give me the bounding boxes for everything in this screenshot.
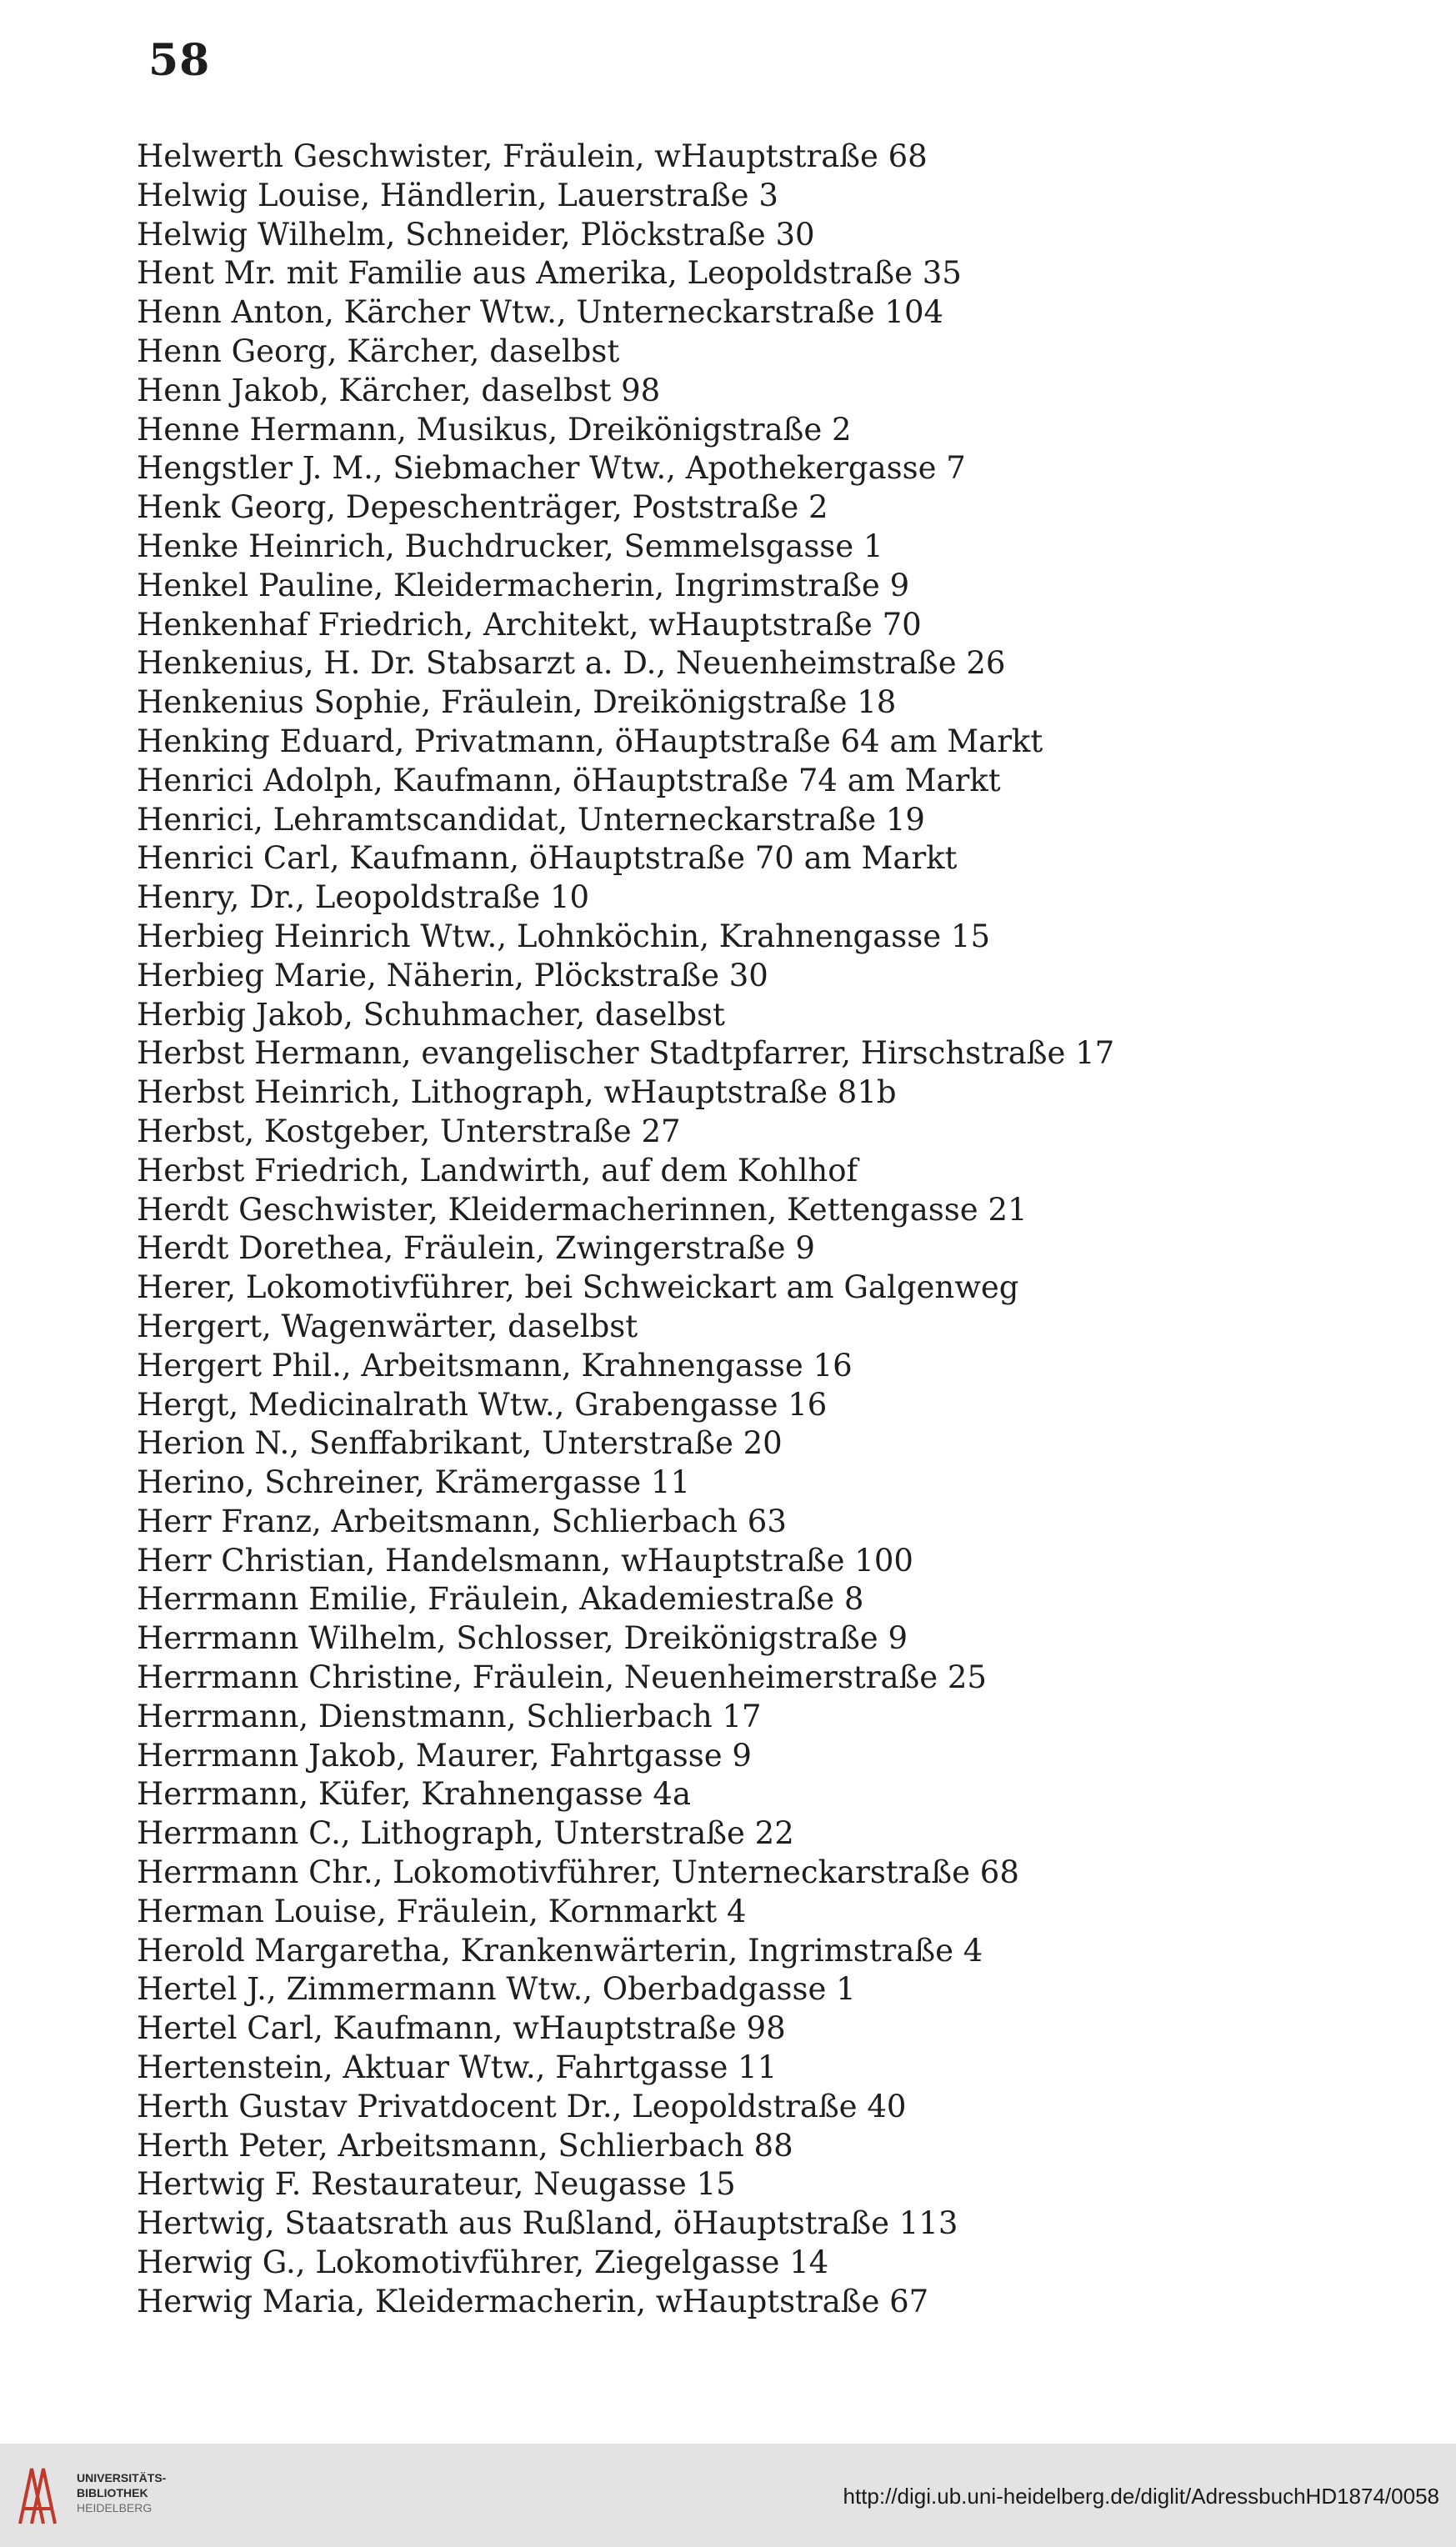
directory-entry: Herer, Lokomotivführer, bei Schweickart am Galgenweg bbox=[137, 1269, 1019, 1306]
directory-entry: Henk Georg, Depeschenträger, Poststraße 2 bbox=[137, 489, 828, 526]
directory-entry: Henn Anton, Kärcher Wtw., Unterneckarstraße 104 bbox=[137, 294, 944, 331]
directory-entry: Herdt Dorethea, Fräulein, Zwingerstraße 9 bbox=[137, 1230, 815, 1267]
directory-entry: Herrmann Chr., Lokomotivführer, Unterneckarstraße 68 bbox=[137, 1854, 1019, 1891]
directory-entry: Herrmann, Dienstmann, Schlierbach 17 bbox=[137, 1698, 762, 1734]
directory-entry: Hertel Carl, Kaufmann, wHauptstraße 98 bbox=[137, 2010, 786, 2047]
library-logo-text bbox=[77, 2470, 166, 2515]
directory-entry: Herth Gustav Privatdocent Dr., Leopoldstraße 40 bbox=[137, 2088, 907, 2124]
directory-entry: Herbst Hermann, evangelischer Stadtpfarrer, Hirschstraße 17 bbox=[137, 1035, 1115, 1072]
directory-entry: Helwerth Geschwister, Fräulein, wHauptstraße 68 bbox=[137, 138, 928, 174]
directory-entry: Herrmann, Küfer, Krahnengasse 4a bbox=[137, 1776, 692, 1813]
directory-entry: Henrici Adolph, Kaufmann, öHauptstraße 74 am Markt bbox=[137, 762, 1001, 798]
directory-entries bbox=[137, 138, 1420, 2322]
directory-entry: Henn Jakob, Kärcher, daselbst 98 bbox=[137, 372, 661, 408]
directory-entry: Henrici Carl, Kaufmann, öHauptstraße 70 am Markt bbox=[137, 840, 958, 877]
directory-entry: Herold Margaretha, Krankenwärterin, Ingrimstraße 4 bbox=[137, 1932, 983, 1969]
directory-entry: Henn Georg, Kärcher, daselbst bbox=[137, 333, 620, 369]
directory-entry: Henkenius, H. Dr. Stabsarzt a. D., Neuenheimstraße 26 bbox=[137, 645, 1006, 682]
directory-entry: Henry, Dr., Leopoldstraße 10 bbox=[137, 879, 590, 916]
directory-entry: Henrici, Lehramtscandidat, Unterneckarstraße 19 bbox=[137, 801, 925, 838]
directory-entry: Hergt, Medicinalrath Wtw., Grabengasse 16 bbox=[137, 1386, 828, 1423]
logo-line-2: BIBLIOTHEK bbox=[77, 2486, 148, 2499]
directory-entry: Herion N., Senffabrikant, Unterstraße 20 bbox=[137, 1425, 783, 1462]
directory-entry: Herbst, Kostgeber, Unterstraße 27 bbox=[137, 1113, 681, 1149]
directory-entry: Herino, Schreiner, Krämergasse 11 bbox=[137, 1464, 691, 1501]
directory-entry: Hengstler J. M., Siebmacher Wtw., Apothekergasse 7 bbox=[137, 450, 966, 487]
library-logo-icon bbox=[15, 2462, 63, 2529]
directory-entry: Herwig G., Lokomotivführer, Ziegelgasse 14 bbox=[137, 2244, 829, 2281]
directory-entry: Hertwig, Staatsrath aus Rußland, öHauptstraße 113 bbox=[137, 2205, 958, 2242]
directory-entry: Herman Louise, Fräulein, Kornmarkt 4 bbox=[137, 1893, 747, 1929]
logo-line-3: HEIDELBERG bbox=[77, 2501, 153, 2514]
directory-entry: Herrmann Wilhelm, Schlosser, Dreikönigstraße 9 bbox=[137, 1620, 908, 1657]
directory-entry: Henkenius Sophie, Fräulein, Dreikönigstraße 18 bbox=[137, 684, 897, 721]
directory-entry: Herbieg Heinrich Wtw., Lohnköchin, Krahnengasse 15 bbox=[137, 918, 991, 954]
directory-entry: Herwig Maria, Kleidermacherin, wHauptstraße 67 bbox=[137, 2283, 929, 2319]
directory-entry: Herrmann Christine, Fräulein, Neuenheimerstraße 25 bbox=[137, 1659, 987, 1696]
directory-entry: Henke Heinrich, Buchdrucker, Semmelsgasse 1 bbox=[137, 528, 883, 564]
directory-entry: Herth Peter, Arbeitsmann, Schlierbach 88 bbox=[137, 2127, 793, 2164]
directory-entry: Henking Eduard, Privatmann, öHauptstraße 64 am Markt bbox=[137, 723, 1043, 759]
directory-entry: Henkel Pauline, Kleidermacherin, Ingrimstraße 9 bbox=[137, 567, 910, 603]
directory-entry: Henkenhaf Friedrich, Architekt, wHauptstraße 70 bbox=[137, 606, 922, 643]
directory-entry: Helwig Wilhelm, Schneider, Plöckstraße 30 bbox=[137, 216, 815, 253]
footer-bar bbox=[0, 2444, 1456, 2547]
directory-entry: Herdt Geschwister, Kleidermacherinnen, Kettengasse 21 bbox=[137, 1191, 1028, 1228]
directory-entry: Hent Mr. mit Familie aus Amerika, Leopoldstraße 35 bbox=[137, 255, 962, 292]
page-number: 58 bbox=[148, 35, 211, 86]
directory-entry: Helwig Louise, Händlerin, Lauerstraße 3 bbox=[137, 177, 778, 213]
source-url[interactable]: http://digi.ub.uni-heidelberg.de/diglit/AdressbuchHD1874/0058 bbox=[843, 2484, 1439, 2509]
directory-entry: Hertwig F. Restaurateur, Neugasse 15 bbox=[137, 2166, 736, 2203]
directory-entry: Hertel J., Zimmermann Wtw., Oberbadgasse 1 bbox=[137, 1971, 856, 2008]
directory-entry: Hergert, Wagenwärter, daselbst bbox=[137, 1308, 638, 1344]
directory-entry: Herr Franz, Arbeitsmann, Schlierbach 63 bbox=[137, 1503, 787, 1539]
directory-entry: Herr Christian, Handelsmann, wHauptstraße 100 bbox=[137, 1542, 913, 1579]
directory-entry: Herbieg Marie, Näherin, Plöckstraße 30 bbox=[137, 957, 768, 993]
directory-entry: Herrmann Emilie, Fräulein, Akademiestraße 8 bbox=[137, 1581, 864, 1618]
directory-entry: Herbst Heinrich, Lithograph, wHauptstraße 81b bbox=[137, 1074, 897, 1111]
directory-entry: Herrmann Jakob, Maurer, Fahrtgasse 9 bbox=[137, 1737, 752, 1774]
logo-line-1: UNIVERSITÄTS- bbox=[77, 2471, 167, 2484]
directory-entry: Hergert Phil., Arbeitsmann, Krahnengasse 16 bbox=[137, 1347, 853, 1384]
directory-entry: Henne Hermann, Musikus, Dreikönigstraße 2 bbox=[137, 411, 852, 448]
directory-entry: Herbig Jakob, Schuhmacher, daselbst bbox=[137, 996, 725, 1033]
directory-entry: Herbst Friedrich, Landwirth, auf dem Kohlhof bbox=[137, 1152, 858, 1188]
directory-entry: Hertenstein, Aktuar Wtw., Fahrtgasse 11 bbox=[137, 2049, 778, 2086]
directory-entry: Herrmann C., Lithograph, Unterstraße 22 bbox=[137, 1815, 794, 1852]
